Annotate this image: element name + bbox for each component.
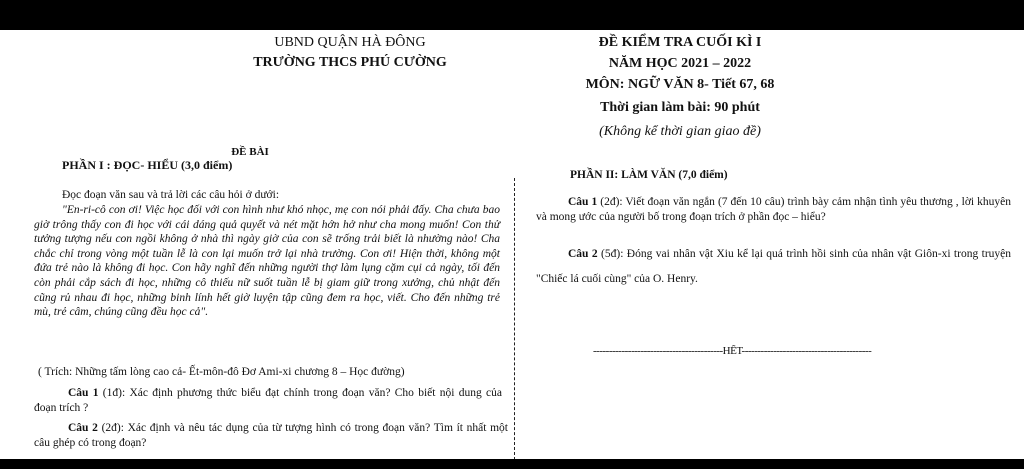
part1-question-1 <box>34 386 502 415</box>
part1-question-2 <box>34 421 508 450</box>
bottom-black-band <box>0 459 1024 469</box>
question-text: (2đ): Xác định và nêu tác dụng của từ tượng hình có trong đoạn văn? Tìm ít nhất một câu ghép có trong đoạn? <box>34 422 509 449</box>
duration-line: Thời gian làm bài: 90 phút <box>600 100 760 115</box>
passage-source: ( Trích: Những tấm lòng cao cả- Ết-môn-đô Đơ Ami-xi chương 8 – Học đường) <box>38 366 405 378</box>
question-label: Câu 2 <box>568 248 598 260</box>
question-text: (1đ): Xác định phương thức biểu đạt chính trong đoạn văn? Cho biết nội dung của đoạn trích ? <box>34 387 502 414</box>
district-name: UBND QUẬN HÀ ĐÔNG <box>274 35 426 50</box>
school-year: NĂM HỌC 2021 – 2022 <box>608 56 752 71</box>
end-mark: -----------------------------------------HẾT----------------------------------------- <box>593 345 872 357</box>
question-text: (2đ): Viết đoạn văn ngắn (7 đến 10 câu) trình bày cảm nhận tình yêu thương , lời khuyên và mong ước của người bố trong đoạn trích ở phần đọc – hiểu? <box>536 196 1012 223</box>
school-name: TRƯỜNG THCS PHÚ CƯỜNG <box>253 55 447 70</box>
part1-instruction: Đọc đoạn văn sau và trả lời các câu hỏi ở dưới: <box>62 189 280 201</box>
question-label: Câu 1 <box>68 387 99 399</box>
question-label: Câu 2 <box>68 422 98 434</box>
top-black-band <box>0 0 1024 30</box>
question-label: Câu 1 <box>568 196 598 208</box>
part2-question-1 <box>536 195 1011 225</box>
part2-question-2 <box>536 242 1011 292</box>
exam-title: ĐỀ KIỂM TRA CUỐI KÌ I <box>598 35 762 50</box>
part1-title: PHẦN I : ĐỌC- HIỂU (3,0 điểm) <box>62 158 233 172</box>
subject-line: MÔN: NGỮ VĂN 8- Tiết 67, 68 <box>585 77 775 92</box>
time-note: (Không kể thời gian giao đề) <box>599 124 761 139</box>
reading-passage: "En-ri-cô con ơi! Việc học đối với con hình như khó nhọc, mẹ con nói phải đấy. Cha chưa bao giờ trông thấy con đi học với cái dáng quả quyết và nét mặt hớn hở như cha mong muốn! Con thử tưởng tượng nếu con ngồi không ở nhà thì ngày giờ của con sẽ trống trải biết là nhường nào! Cha chắc chỉ trong vòng một tuần lễ là con lại muốn trở lại nhà trường. Con ơi! Hiện thời, không một đứa trẻ nào là không đi học. Con hãy nghĩ đến những người thợ làm lụng cặm cụi cả ngày, tối đến còn phải cắp sách đi học, những cô thiếu nữ suốt tuần lễ bị giam giữ trong xưởng, chủ nhật đến cũng rủ nhau đi học, những binh lính hết giờ luyện tập cũng đem ra học, viết. Cho đến những trẻ mù, trẻ câm, chúng cũng đều học cả". <box>34 204 500 319</box>
column-divider <box>514 178 515 460</box>
part2-title: PHẦN II: LÀM VĂN (7,0 điểm) <box>570 169 728 181</box>
exam-heading: ĐỀ BÀI <box>231 146 269 158</box>
question-text: (5đ): Đóng vai nhân vật Xiu kể lại quá trình hồi sinh của nhân vật Giôn-xi trong truyện "Chiếc lá cuối cùng" của O. Henry. <box>536 248 1011 285</box>
